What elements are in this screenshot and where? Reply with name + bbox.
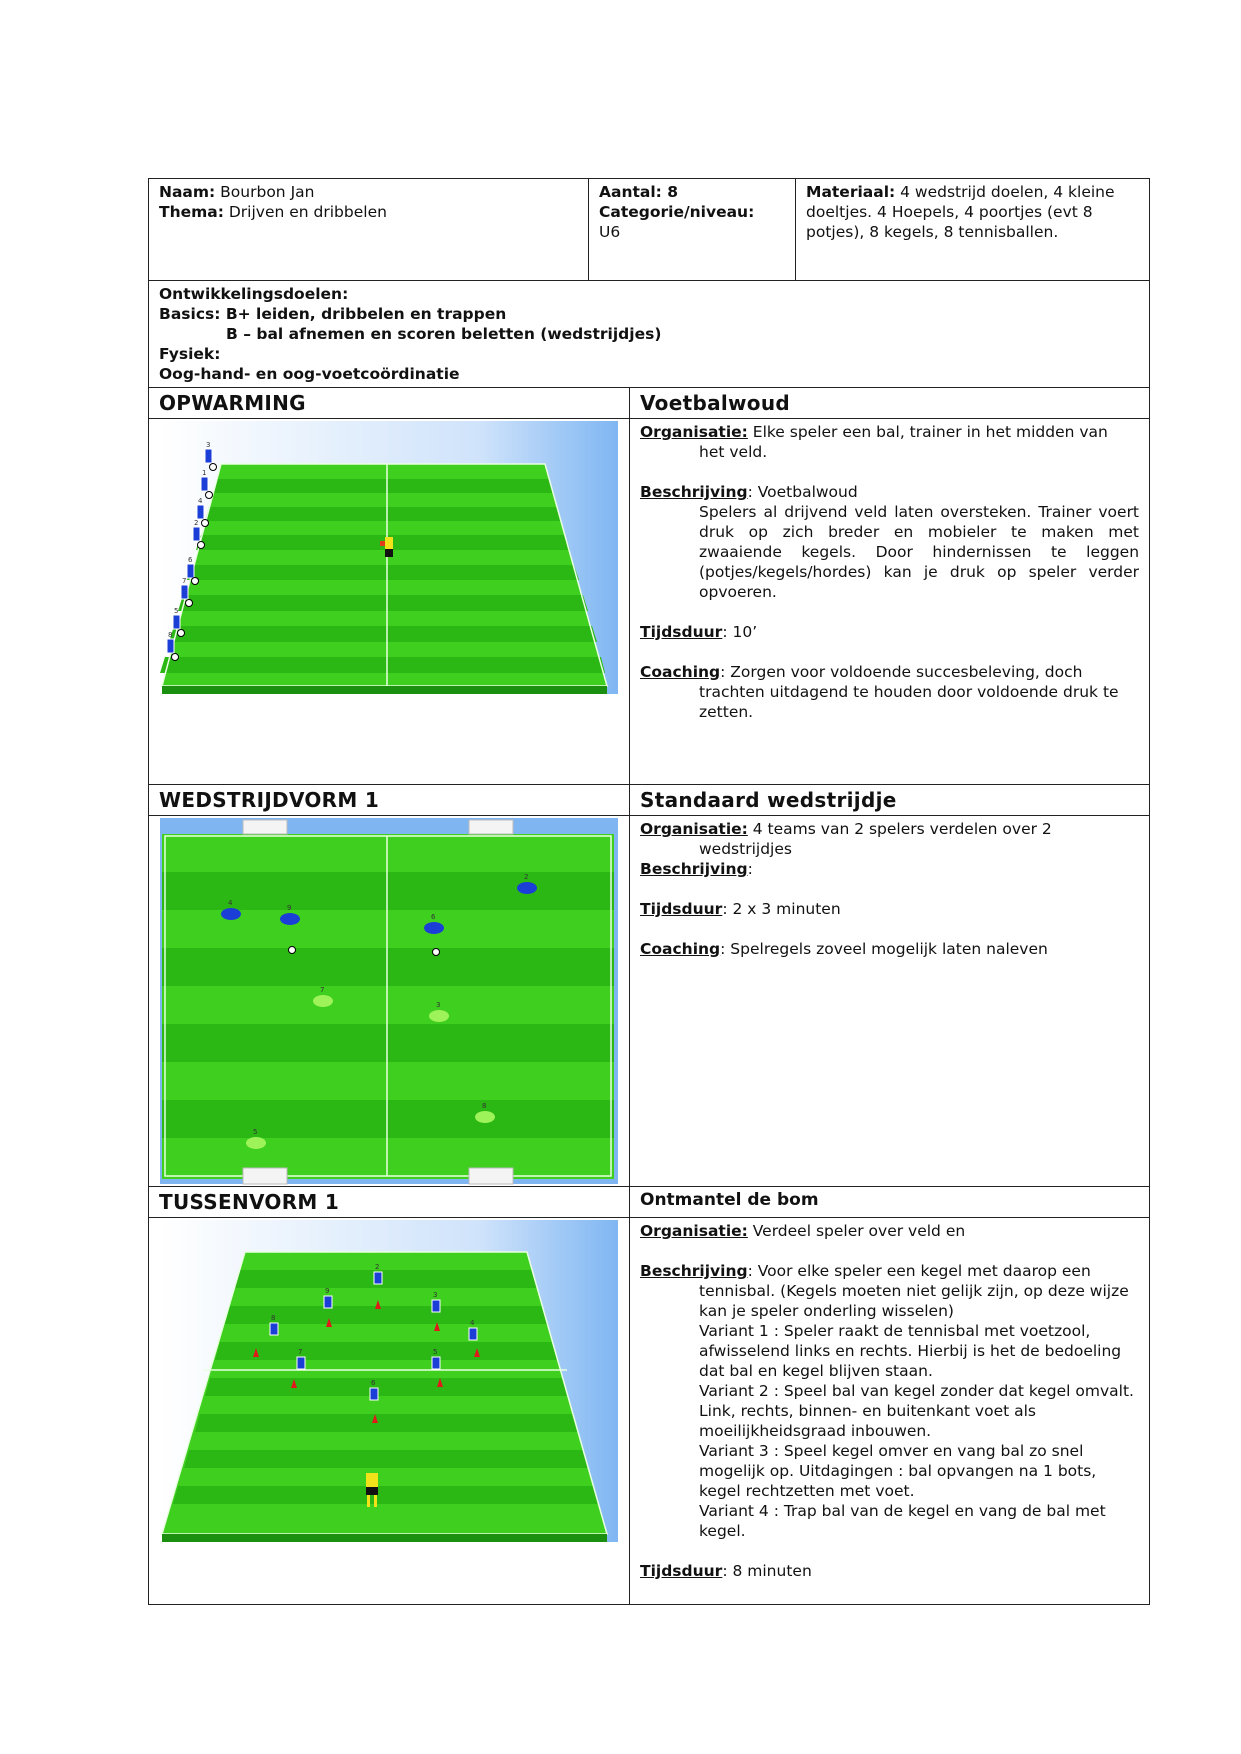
match-organisatie-rest: wedstrijdjes xyxy=(699,840,792,858)
warmup-num-5: 5 xyxy=(174,607,179,615)
section-title-wedstrijdvorm: WEDSTRIJDVORM 1 xyxy=(149,785,630,816)
warmup-num-2: 2 xyxy=(194,519,199,527)
match-num-4: 4 xyxy=(228,899,233,907)
warmup-num-6: 6 xyxy=(188,556,193,564)
match-field xyxy=(162,834,614,1179)
match-text-cell xyxy=(630,816,1150,1187)
bomb-variant-3: Variant 3 : Speel kegel omver en vang bal zo snel mogelijk op. Uitdagingen : bal opvangen na 1 bots, kegel rechtzetten met voet. xyxy=(699,1442,1097,1500)
bomb-variant-1: Variant 1 : Speler raakt de tennisbal met voetzool, afwisselend links en rechts. Hierbij is het de bedoeling dat bal en kegel blijven staan. xyxy=(699,1322,1122,1380)
warmup-field-diagram xyxy=(149,419,628,784)
section-title-opwarming: OPWARMING xyxy=(149,388,630,419)
bomb-diagram-cell xyxy=(149,1218,630,1605)
warmup-text-cell xyxy=(630,419,1150,785)
categorie-value: U6 xyxy=(599,223,621,241)
bomb-num-2: 2 xyxy=(375,1263,380,1271)
match-num-9: 9 xyxy=(287,904,292,912)
bomb-field-diagram xyxy=(149,1218,628,1601)
warmup-diagram-cell xyxy=(149,419,630,785)
match-tijdsduur-label: Tijdsduur xyxy=(640,900,723,918)
bomb-variant-4: Variant 4 : Trap bal van de kegel en vang de bal met kegel. xyxy=(699,1502,1106,1540)
match-organisatie-label: Organisatie: xyxy=(640,820,748,838)
warmup-beschrijving-first: : Voetbalwoud xyxy=(747,483,858,501)
match-num-6: 6 xyxy=(431,913,436,921)
bomb-num-8: 8 xyxy=(271,1314,276,1322)
match-num-7: 7 xyxy=(320,986,325,994)
bomb-num-7: 7 xyxy=(298,1348,303,1356)
warmup-organisatie-rest: het veld. xyxy=(699,443,768,461)
match-field-diagram xyxy=(149,816,628,1186)
bomb-variant-2: Variant 2 : Speel bal van kegel zonder dat kegel omvalt. Link, rechts, binnen- en buitenkant voet als moeilijkheidsgraad inbouwen. xyxy=(699,1382,1134,1440)
thema-label: Thema: xyxy=(159,203,224,221)
match-organisatie-first: 4 teams van 2 spelers verdelen over 2 xyxy=(747,820,1052,838)
warmup-organisatie-first: Elke speler een bal, trainer in het midden van xyxy=(747,423,1108,441)
materiaal-cell xyxy=(796,179,1150,281)
warmup-field xyxy=(160,464,607,694)
section-subtitle-voetbalwoud: Voetbalwoud xyxy=(630,388,1150,419)
bomb-beschrijving-line-0: tennisbal. (Kegels moeten niet gelijk zijn, op deze wijze kan je speler onderling wisselen) xyxy=(699,1282,1129,1320)
goals-basics: Basics: B+ leiden, dribbelen en trappen xyxy=(159,305,507,323)
warmup-num-3: 3 xyxy=(206,441,211,449)
match-coaching-label: Coaching xyxy=(640,940,721,958)
bomb-organisatie-label: Organisatie: xyxy=(640,1222,748,1240)
match-beschrijving-label: Beschrijving xyxy=(640,860,748,878)
materiaal-label: Materiaal: xyxy=(806,183,896,201)
materiaal-value: 4 wedstrijd doelen, 4 kleine doeltjes. 4 Hoepels, 4 poortjes (evt 8 potjes), 8 kegels, 8 tennisballen. xyxy=(806,183,1115,241)
bomb-num-4: 4 xyxy=(470,1319,475,1327)
warmup-num-7: 7 xyxy=(182,577,187,585)
warmup-organisatie-label: Organisatie: xyxy=(640,423,748,441)
match-coaching-first: : Spelregels zoveel mogelijk laten naleven xyxy=(720,940,1048,958)
match-num-2: 2 xyxy=(524,873,529,881)
aantal-label: Aantal: 8 xyxy=(599,183,679,201)
goals-cell xyxy=(149,281,1150,388)
bomb-num-9: 9 xyxy=(325,1287,330,1295)
warmup-coaching-first: : Zorgen voor voldoende succesbeleving, doch xyxy=(720,663,1083,681)
match-num-3: 3 xyxy=(436,1001,441,1009)
thema-value: Drijven en dribbelen xyxy=(223,203,387,221)
warmup-beschrijving-rest: Spelers al drijvend veld laten oversteken. Trainer voert druk op zich breder en mobieler te maken met zwaaiende kegels. Door hindernissen te leggen (potjes/kegels/hordes) kan je druk op speler verder opvoeren. xyxy=(699,503,1140,601)
section-subtitle-bom: Ontmantel de bom xyxy=(630,1187,1150,1218)
match-tijdsduur-value: : 2 x 3 minuten xyxy=(722,900,841,918)
warmup-coaching-rest: trachten uitdagend te houden door voldoende druk te zetten. xyxy=(699,683,1119,721)
warmup-coaching-label: Coaching xyxy=(640,663,721,681)
warmup-tijdsduur-value: : 10’ xyxy=(722,623,758,641)
section-subtitle-standaard: Standaard wedstrijdje xyxy=(630,785,1150,816)
bomb-num-3: 3 xyxy=(433,1291,438,1299)
training-sheet xyxy=(148,178,1149,1605)
goals-basics-b: B – bal afnemen en scoren beletten (wedstrijdjes) xyxy=(226,325,662,343)
naam-value: Bourbon Jan xyxy=(215,183,315,201)
match-num-8: 8 xyxy=(482,1102,487,1110)
section-title-tussenvorm: TUSSENVORM 1 xyxy=(149,1187,630,1218)
bomb-tijdsduur-label: Tijdsduur xyxy=(640,1562,723,1580)
goals-fysiek: Fysiek: xyxy=(159,345,221,363)
match-num-5: 5 xyxy=(253,1128,258,1136)
warmup-num-4: 4 xyxy=(198,497,203,505)
match-diagram-cell xyxy=(149,816,630,1187)
categorie-label: Categorie/niveau: xyxy=(599,203,755,221)
match-beschrijving-first: : xyxy=(747,860,753,878)
warmup-num-8: 8 xyxy=(168,631,173,639)
warmup-tijdsduur-label: Tijdsduur xyxy=(640,623,723,641)
bomb-organisatie-first: Verdeel speler over veld en xyxy=(747,1222,966,1240)
warmup-num-1: 1 xyxy=(202,469,207,477)
goals-coordination: Oog-hand- en oog-voetcoördinatie xyxy=(159,365,460,383)
bomb-num-5: 5 xyxy=(433,1348,438,1356)
naam-label: Naam: xyxy=(159,183,216,201)
bomb-beschrijving-label: Beschrijving xyxy=(640,1262,748,1280)
name-theme-cell xyxy=(149,179,589,281)
bomb-tijdsduur-value: : 8 minuten xyxy=(722,1562,812,1580)
aantal-cell xyxy=(589,179,796,281)
bomb-text-cell xyxy=(630,1218,1150,1605)
session-table xyxy=(148,178,1150,1605)
bomb-beschrijving-first: : Voor elke speler een kegel met daarop een xyxy=(747,1262,1091,1280)
goals-title: Ontwikkelingsdoelen: xyxy=(159,285,349,303)
warmup-beschrijving-label: Beschrijving xyxy=(640,483,748,501)
bomb-num-6: 6 xyxy=(371,1379,376,1387)
